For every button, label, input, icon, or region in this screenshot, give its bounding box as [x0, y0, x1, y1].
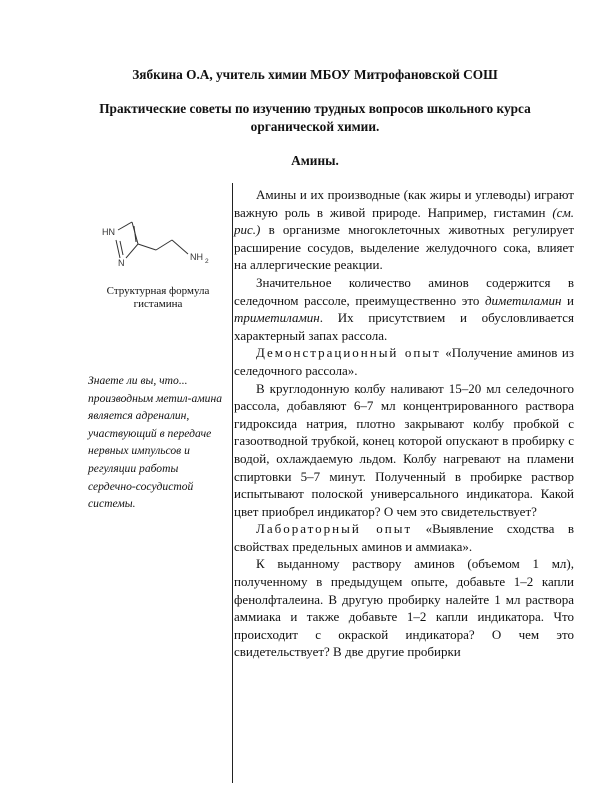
ring-bond [126, 244, 138, 258]
term-trimethylamine: триметиламин [234, 310, 320, 326]
text-run: в организме многоклеточных животных регулирует расширение сосудов, выделение желудочного сока, влияет на аллергические реакции. [234, 222, 574, 273]
histamine-structure-diagram [96, 210, 218, 280]
text-run: . Их присутствием и обусловливается характерный запах рассола. [234, 310, 574, 343]
experiment-title: «Выявление сходства в свойствах предельных аминов и аммиака». [234, 521, 574, 554]
nh2-subscript: 2 [205, 258, 209, 265]
figure-caption: Структурная формула гистамина [106, 285, 210, 310]
n-label: N [118, 258, 125, 268]
paragraph-herring-brine [234, 274, 574, 344]
section-title: Амины. [291, 153, 339, 168]
did-you-know-note: Знаете ли вы, что... производным метил-амина является адреналин, участвующий в передаче нервных импульсов и регуляции работы сердечно-сосудистой системы. [88, 374, 223, 511]
paragraph-lab-procedure: К выданному раствору аминов (объемом 1 мл), полученному в предыдущем опыте, добавьте 1–2 капли фенолфталеина. В другую пробирку налейте 1 мл раствора аммиака и также добавьте 1–2 капли индикатора. Что происходит с окраской индикатора? О чем это свидетельствует? В две другие пробирки [234, 556, 574, 660]
nh-label: HN [102, 227, 115, 237]
demo-experiment-heading [234, 344, 574, 379]
term-dimethylamine: диметиламин [484, 292, 562, 308]
figure-reference: (см. рис.) [234, 204, 574, 238]
author-line: Зябкина О.А, учитель химии МБОУ Митрофановской СОШ [132, 67, 498, 82]
ring-bond [118, 222, 132, 230]
paragraph-demo-procedure: В круглодонную колбу наливают 15–20 мл селедочного рассола, добавляют 6–7 мл концентрированного раствора гидроксида натрия, плотно закрывают колбу пробкой с газоотводной трубкой, конец которой опускают в пробирку с водой, охлаждаемую льдом. Колбу нагревают на пламени спиртовки 5–7 минут. Полученный в пробирке раствор испытывают полоской универсального индикатора. Какой цвет приобрел индикатор? О чем это свидетельствует? [234, 380, 574, 519]
chain-bond [138, 244, 156, 250]
text-run: и [561, 292, 575, 308]
main-text-column [234, 186, 574, 661]
paragraph-histamine [234, 186, 574, 274]
experiment-type-label: Демонстрационный опыт [256, 345, 441, 361]
ring-bond [120, 241, 123, 255]
text-run: Значительное количество аминов содержится в селедочном рассоле, преимущественно это [234, 274, 574, 308]
chain-bond [156, 240, 172, 250]
nh2-label: NH [190, 252, 203, 262]
text-run: Амины и их производные (как жиры и углеводы) играют важную роль в живой природе. Например, гистамин [234, 187, 574, 220]
experiment-type-label: Лабораторный опыт [256, 521, 413, 537]
experiment-title: «Получение аминов из селедочного рассола». [234, 345, 574, 378]
ring-bond [116, 240, 120, 258]
document-title: Практические советы по изучению трудных вопросов школьного курса органической химии. [99, 101, 531, 134]
column-divider [232, 183, 233, 783]
chain-bond [172, 240, 188, 254]
lab-experiment-heading [234, 520, 574, 555]
